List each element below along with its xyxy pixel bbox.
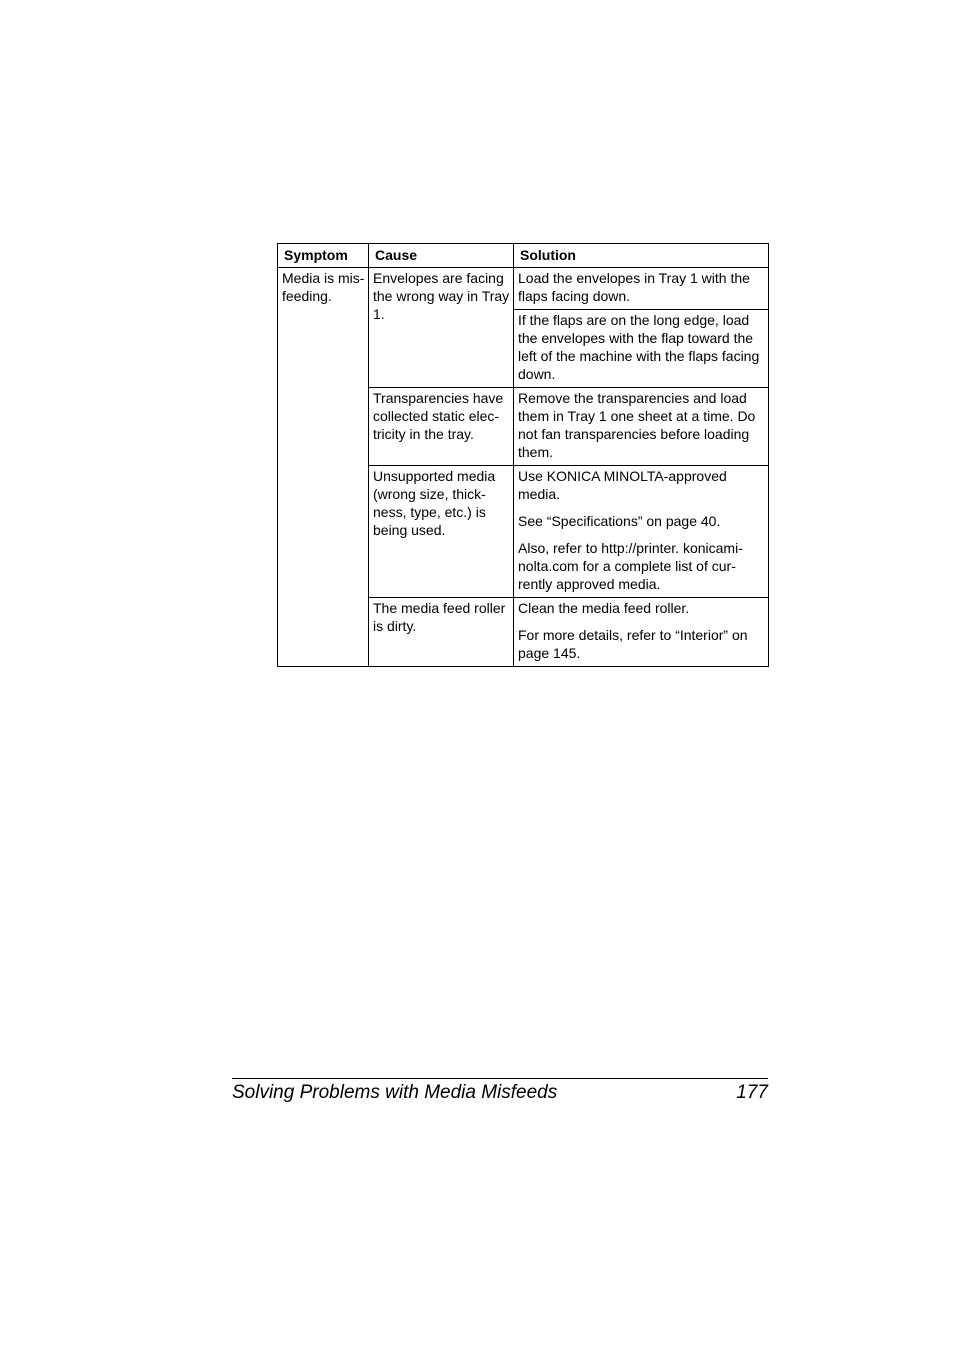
table-header-row [278, 244, 769, 268]
troubleshooting-table [277, 243, 769, 667]
page-footer [232, 1078, 768, 1104]
solution-cell [514, 310, 769, 388]
solution-cell [514, 466, 769, 598]
solution-paragraph: Clean the media feed roller. [518, 600, 690, 616]
solution-paragraph: Also, refer to http://printer. konicami-nolta.com for a complete list of cur-rently approved media. [518, 540, 743, 592]
solution-paragraph: For more details, refer to “Interior” on page 145. [518, 627, 748, 661]
solution-paragraph: See “Specifications” on page 40. [518, 513, 721, 529]
solution-cell [514, 598, 769, 667]
page-number: 177 [736, 1082, 768, 1103]
cause-cell: Envelopes are facing the wrong way in Tray 1. [369, 268, 514, 388]
solution-paragraph: Load the envelopes in Tray 1 with the flaps facing down. [518, 270, 750, 304]
header-symptom: Symptom [278, 244, 369, 268]
header-cause: Cause [369, 244, 514, 268]
solution-cell [514, 388, 769, 466]
solution-paragraph: Remove the transparencies and load them in Tray 1 one sheet at a time. Do not fan transparencies before loading them. [518, 390, 756, 460]
solution-paragraph: Use KONICA MINOLTA-approved media. [518, 468, 727, 502]
solution-paragraph: If the flaps are on the long edge, load the envelopes with the flap toward the left of the machine with the flaps facing down. [518, 312, 760, 382]
cause-cell: The media feed roller is dirty. [369, 598, 514, 667]
symptom-cell: Media is mis-feeding. [278, 268, 369, 667]
footer-title: Solving Problems with Media Misfeeds [232, 1082, 558, 1103]
table-row [278, 268, 769, 310]
header-solution: Solution [514, 244, 769, 268]
cause-cell: Unsupported media (wrong size, thick-ness, type, etc.) is being used. [369, 466, 514, 598]
solution-cell [514, 268, 769, 310]
cause-cell: Transparencies have collected static elec-tricity in the tray. [369, 388, 514, 466]
